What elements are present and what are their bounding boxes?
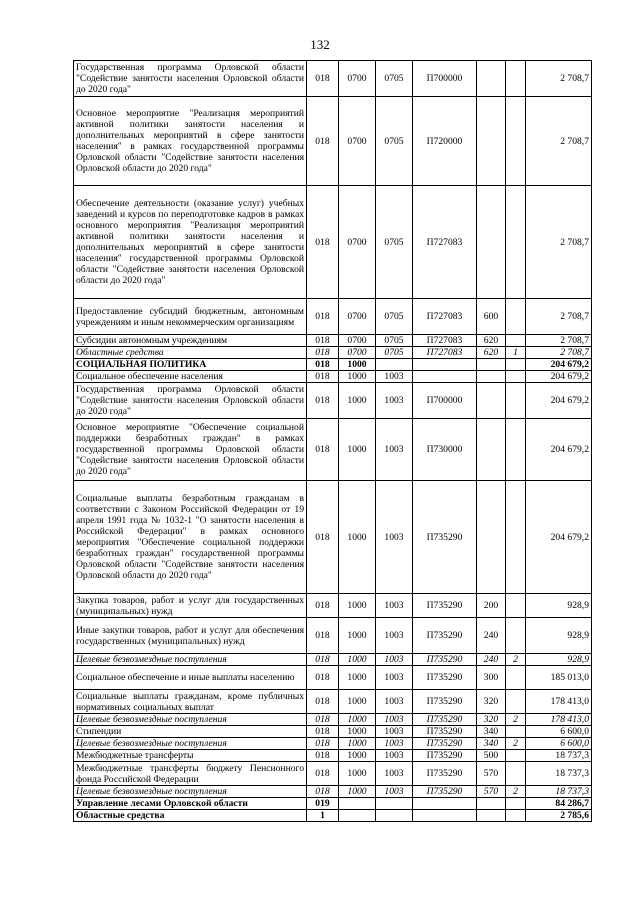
row-amount: 928,9 [526, 654, 592, 666]
table-row [74, 618, 592, 654]
row-amount: 18 737,3 [526, 762, 592, 786]
table-row [74, 594, 592, 618]
row-amount: 928,9 [526, 594, 592, 618]
code-section: 1000 [339, 359, 376, 371]
row-name: Целевые безвозмездные поступления [74, 654, 307, 666]
code-ministry: 018 [307, 726, 339, 738]
code-subsection: 1003 [376, 750, 413, 762]
row-amount: 6 600,0 [526, 738, 592, 750]
code-ministry: 018 [307, 786, 339, 798]
code-ministry: 018 [307, 383, 339, 419]
code-expense-type: 240 [477, 618, 506, 654]
row-amount: 2 785,6 [526, 810, 592, 822]
row-name: Социальное обеспечение населения [74, 371, 307, 383]
code-target: П735290 [413, 690, 477, 714]
code-target: П735290 [413, 726, 477, 738]
table-row [74, 726, 592, 738]
code-subsection: 1003 [376, 738, 413, 750]
table-row [74, 762, 592, 786]
code-section: 1000 [339, 666, 376, 690]
code-section: 1000 [339, 762, 376, 786]
code-section: 1000 [339, 750, 376, 762]
code-section: 1000 [339, 726, 376, 738]
row-name: Межбюджетные трансферты [74, 750, 307, 762]
code-source: 2 [506, 738, 526, 750]
code-subsection: 1003 [376, 666, 413, 690]
code-ministry: 018 [307, 738, 339, 750]
code-subsection: 1003 [376, 786, 413, 798]
code-expense-type [477, 359, 506, 371]
code-target: П735290 [413, 738, 477, 750]
code-section: 0700 [339, 335, 376, 347]
code-expense-type: 620 [477, 335, 506, 347]
row-amount: 204 679,2 [526, 481, 592, 594]
code-expense-type: 570 [477, 786, 506, 798]
table-row [74, 481, 592, 594]
code-ministry: 018 [307, 419, 339, 481]
code-source [506, 359, 526, 371]
code-ministry: 018 [307, 335, 339, 347]
code-target: П735290 [413, 750, 477, 762]
code-source [506, 762, 526, 786]
code-target [413, 371, 477, 383]
row-amount: 178 413,0 [526, 714, 592, 726]
row-amount: 2 708,7 [526, 61, 592, 97]
table-row [74, 186, 592, 299]
code-source [506, 61, 526, 97]
code-section: 1000 [339, 618, 376, 654]
row-name: Целевые безвозмездные поступления [74, 786, 307, 798]
row-name: Основное мероприятие "Обеспечение социальной поддержки безработных граждан" в рамках государственной программы Орловской области "Содействие занятости населения Орловской области до 2020 года" [74, 419, 307, 481]
code-ministry: 018 [307, 299, 339, 335]
code-target: П730000 [413, 419, 477, 481]
code-target: П735290 [413, 618, 477, 654]
row-amount: 204 679,2 [526, 371, 592, 383]
table-row [74, 335, 592, 347]
code-expense-type: 320 [477, 690, 506, 714]
row-name: Стипендии [74, 726, 307, 738]
row-name: Социальные выплаты гражданам, кроме публичных нормативных социальных выплат [74, 690, 307, 714]
row-amount: 18 737,3 [526, 750, 592, 762]
row-amount: 2 708,7 [526, 335, 592, 347]
row-name: Областные средства [74, 347, 307, 359]
row-amount: 204 679,2 [526, 419, 592, 481]
row-name: Государственная программа Орловской области "Содействие занятости населения Орловской области до 2020 года" [74, 383, 307, 419]
row-name: Целевые безвозмездные поступления [74, 714, 307, 726]
code-ministry: 019 [307, 798, 339, 810]
code-ministry: 018 [307, 654, 339, 666]
code-target: П735290 [413, 714, 477, 726]
code-section: 1000 [339, 481, 376, 594]
code-section: 0700 [339, 299, 376, 335]
code-section: 1000 [339, 738, 376, 750]
code-ministry: 018 [307, 690, 339, 714]
code-ministry: 018 [307, 594, 339, 618]
code-section [339, 798, 376, 810]
code-expense-type: 620 [477, 347, 506, 359]
code-target: П727083 [413, 186, 477, 299]
code-section: 0700 [339, 97, 376, 186]
table-row [74, 419, 592, 481]
code-expense-type [477, 481, 506, 594]
page-number: 132 [310, 37, 330, 52]
table-row [74, 383, 592, 419]
code-expense-type [477, 97, 506, 186]
code-expense-type [477, 61, 506, 97]
code-section: 1000 [339, 714, 376, 726]
code-ministry: 1 [307, 810, 339, 822]
code-expense-type: 340 [477, 726, 506, 738]
code-expense-type [477, 186, 506, 299]
row-amount: 2 708,7 [526, 97, 592, 186]
code-section: 0700 [339, 347, 376, 359]
code-source: 2 [506, 654, 526, 666]
table-row [74, 714, 592, 726]
code-source: 1 [506, 347, 526, 359]
code-subsection [376, 798, 413, 810]
code-target: П700000 [413, 383, 477, 419]
code-expense-type [477, 371, 506, 383]
row-name: Управление лесами Орловской области [74, 798, 307, 810]
code-ministry: 018 [307, 750, 339, 762]
code-source [506, 618, 526, 654]
row-amount: 6 600,0 [526, 726, 592, 738]
code-subsection: 1003 [376, 419, 413, 481]
row-name: Областные средства [74, 810, 307, 822]
code-subsection: 0705 [376, 97, 413, 186]
code-ministry: 018 [307, 762, 339, 786]
code-subsection: 0705 [376, 347, 413, 359]
row-amount: 18 737,3 [526, 786, 592, 798]
row-name: Предоставление субсидий бюджетным, автономным учреждениям и иным некоммерческим организациям [74, 299, 307, 335]
code-target: П735290 [413, 786, 477, 798]
code-subsection: 0705 [376, 186, 413, 299]
code-section [339, 810, 376, 822]
code-subsection [376, 810, 413, 822]
table-row [74, 654, 592, 666]
code-target: П735290 [413, 481, 477, 594]
code-subsection: 1003 [376, 762, 413, 786]
code-target: П727083 [413, 299, 477, 335]
row-amount: 178 413,0 [526, 690, 592, 714]
code-ministry: 018 [307, 347, 339, 359]
code-section: 1000 [339, 690, 376, 714]
code-source [506, 383, 526, 419]
row-name: Иные закупки товаров, работ и услуг для обеспечения государственных (муниципальных) нужд [74, 618, 307, 654]
code-ministry: 018 [307, 61, 339, 97]
code-source [506, 335, 526, 347]
code-source [506, 750, 526, 762]
code-subsection: 1003 [376, 481, 413, 594]
code-subsection: 1003 [376, 618, 413, 654]
row-name: Закупка товаров, работ и услуг для государственных (муниципальных) нужд [74, 594, 307, 618]
row-amount: 2 708,7 [526, 186, 592, 299]
code-ministry: 018 [307, 666, 339, 690]
row-name: СОЦИАЛЬНАЯ ПОЛИТИКА [74, 359, 307, 371]
code-ministry: 018 [307, 714, 339, 726]
code-target [413, 810, 477, 822]
row-name: Обеспечение деятельности (оказание услуг) учебных заведений и курсов по переподготовке кадров в рамках основного мероприятия "Реализация мероприятий активной политики занятости населения и дополнительных мероприятий в сфере занятости населения" государственной программы Орловской области "Содействие занятости населения Орловской области до 2020 года" [74, 186, 307, 299]
code-source [506, 690, 526, 714]
row-name: Социальное обеспечение и иные выплаты населению [74, 666, 307, 690]
table-row [74, 810, 592, 822]
code-source [506, 726, 526, 738]
row-name: Социальные выплаты безработным гражданам в соответствии с Законом Российской Федерации от 19 апреля 1991 года № 1032-1 "О занятости населения в Российской Федерации" в рамках основного мероприятия "Обеспечение социальной поддержки безработных граждан" государственной программы Орловской области "Содействие занятости населения Орловской области до 2020 года" [74, 481, 307, 594]
row-amount: 84 286,7 [526, 798, 592, 810]
table-row [74, 61, 592, 97]
code-section: 1000 [339, 786, 376, 798]
row-amount: 204 679,2 [526, 383, 592, 419]
table-row [74, 97, 592, 186]
table-row [74, 798, 592, 810]
row-name: Субсидии автономным учреждениям [74, 335, 307, 347]
code-section: 1000 [339, 654, 376, 666]
code-source [506, 594, 526, 618]
code-ministry: 018 [307, 97, 339, 186]
code-target: П727083 [413, 347, 477, 359]
code-target [413, 359, 477, 371]
code-source [506, 299, 526, 335]
code-subsection: 1003 [376, 594, 413, 618]
budget-table [73, 60, 592, 822]
code-subsection [376, 359, 413, 371]
code-expense-type: 570 [477, 762, 506, 786]
code-expense-type [477, 798, 506, 810]
code-target: П735290 [413, 594, 477, 618]
code-section: 1000 [339, 371, 376, 383]
code-expense-type: 240 [477, 654, 506, 666]
code-expense-type [477, 419, 506, 481]
code-subsection: 1003 [376, 690, 413, 714]
code-subsection: 0705 [376, 61, 413, 97]
code-subsection: 1003 [376, 654, 413, 666]
code-ministry: 018 [307, 618, 339, 654]
code-expense-type: 600 [477, 299, 506, 335]
code-source [506, 810, 526, 822]
row-name: Межбюджетные трансферты бюджету Пенсионного фонда Российской Федерации [74, 762, 307, 786]
code-target: П700000 [413, 61, 477, 97]
code-target: П720000 [413, 97, 477, 186]
code-section: 0700 [339, 61, 376, 97]
code-target: П735290 [413, 762, 477, 786]
row-name: Государственная программа Орловской области "Содействие занятости населения Орловской области до 2020 года" [74, 61, 307, 97]
row-amount: 2 708,7 [526, 347, 592, 359]
code-expense-type: 320 [477, 714, 506, 726]
code-expense-type: 300 [477, 666, 506, 690]
code-section: 1000 [339, 383, 376, 419]
code-expense-type [477, 810, 506, 822]
table-row [74, 299, 592, 335]
row-amount: 2 708,7 [526, 299, 592, 335]
code-expense-type: 340 [477, 738, 506, 750]
code-target [413, 798, 477, 810]
code-expense-type [477, 383, 506, 419]
table-row [74, 750, 592, 762]
code-section: 1000 [339, 594, 376, 618]
row-amount: 185 013,0 [526, 666, 592, 690]
code-subsection: 0705 [376, 335, 413, 347]
row-name: Целевые безвозмездные поступления [74, 738, 307, 750]
code-subsection: 1003 [376, 714, 413, 726]
table-row [74, 359, 592, 371]
code-expense-type: 200 [477, 594, 506, 618]
code-subsection: 1003 [376, 726, 413, 738]
table-row [74, 738, 592, 750]
row-amount: 928,9 [526, 618, 592, 654]
row-name: Основное мероприятие "Реализация мероприятий активной политики занятости населения и дополнительных мероприятий в сфере занятости населения" в рамках государственной программы Орловской области "Содействие занятости населения Орловской области до 2020 года" [74, 97, 307, 186]
code-subsection: 1003 [376, 371, 413, 383]
table-row [74, 666, 592, 690]
table-row [74, 690, 592, 714]
code-ministry: 018 [307, 186, 339, 299]
code-source [506, 481, 526, 594]
table-row [74, 786, 592, 798]
row-amount: 204 679,2 [526, 359, 592, 371]
code-source [506, 186, 526, 299]
table-row [74, 371, 592, 383]
code-source [506, 371, 526, 383]
code-ministry: 018 [307, 371, 339, 383]
code-source [506, 666, 526, 690]
code-ministry: 018 [307, 481, 339, 594]
code-section: 0700 [339, 186, 376, 299]
table-row [74, 347, 592, 359]
code-expense-type: 500 [477, 750, 506, 762]
code-section: 1000 [339, 419, 376, 481]
code-subsection: 0705 [376, 299, 413, 335]
code-subsection: 1003 [376, 383, 413, 419]
code-ministry: 018 [307, 359, 339, 371]
code-source: 2 [506, 786, 526, 798]
code-source [506, 97, 526, 186]
code-source [506, 798, 526, 810]
code-target: П735290 [413, 654, 477, 666]
code-source: 2 [506, 714, 526, 726]
code-target: П727083 [413, 335, 477, 347]
code-target: П735290 [413, 666, 477, 690]
code-source [506, 419, 526, 481]
